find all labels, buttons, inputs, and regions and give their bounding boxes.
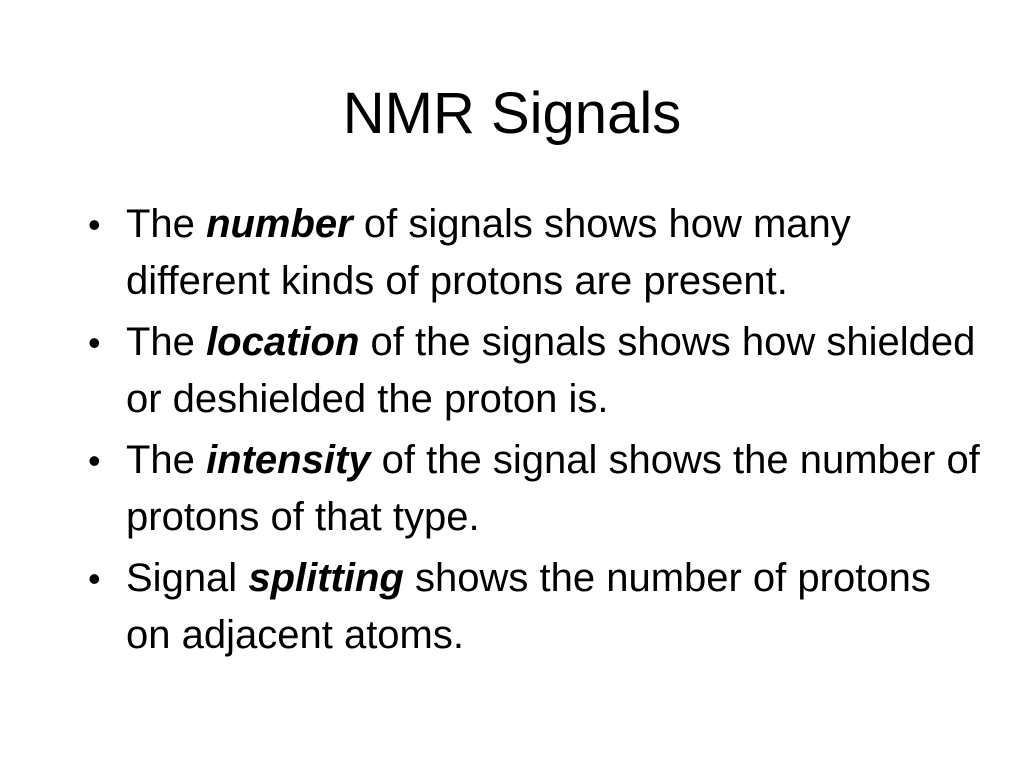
slide-title: NMR Signals xyxy=(342,81,682,146)
bullet-icon: • xyxy=(88,558,101,599)
bullet-list xyxy=(84,196,984,668)
bullet-keyword: location xyxy=(206,320,360,364)
bullet-keyword: number xyxy=(206,202,353,246)
bullet-icon: • xyxy=(88,204,101,245)
bullet-text-after: of the signal shows the number of protons of that type. xyxy=(126,438,980,539)
bullet-keyword: splitting xyxy=(248,556,404,600)
bullet-text-after: of the signals shows how shielded or deshielded the proton is. xyxy=(126,320,976,421)
bullet-text-before: The xyxy=(126,320,195,364)
bullet-text-before: Signal xyxy=(126,556,238,600)
bullet-text-after: of signals shows how many different kinds of protons are present. xyxy=(126,202,851,303)
bullet-text-before: The xyxy=(126,202,195,246)
bullet-item xyxy=(84,196,984,310)
bullet-icon: • xyxy=(88,440,101,481)
bullet-item xyxy=(84,550,984,664)
bullet-icon: • xyxy=(88,322,101,363)
bullet-item xyxy=(84,314,984,428)
bullet-keyword: intensity xyxy=(206,438,371,482)
bullet-text-before: The xyxy=(126,438,195,482)
bullet-item xyxy=(84,432,984,546)
bullet-text-after: shows the number of protons on adjacent atoms. xyxy=(126,556,931,657)
